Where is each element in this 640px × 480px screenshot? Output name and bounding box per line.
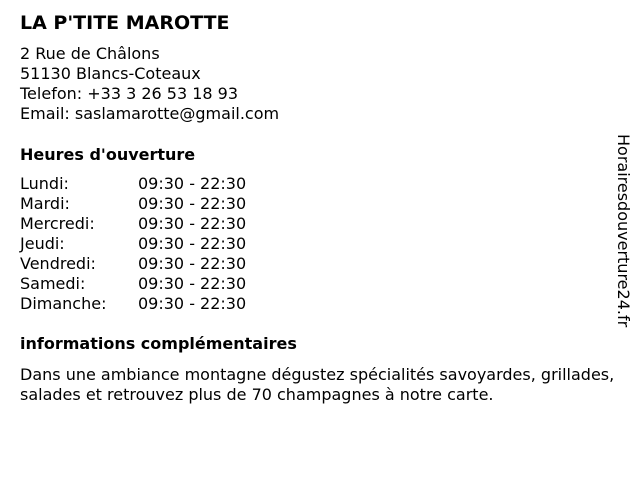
day-label: Mardi: bbox=[20, 194, 70, 213]
opening-hours-list bbox=[20, 174, 280, 314]
hours-row-thursday bbox=[20, 234, 280, 254]
time-range: 09:30 - 22:30 bbox=[138, 234, 247, 253]
day-label: Samedi: bbox=[20, 274, 86, 293]
additional-info-text: Dans une ambiance montagne dégustez spécialités savoyardes, grillades, salades et retrouvez plus de 70 champagnes à notre carte. bbox=[20, 365, 615, 404]
hours-row-wednesday bbox=[20, 214, 280, 234]
time-range: 09:30 - 22:30 bbox=[138, 174, 247, 193]
day-label: Mercredi: bbox=[20, 214, 95, 233]
additional-info-heading: informations complémentaires bbox=[20, 334, 297, 353]
time-range: 09:30 - 22:30 bbox=[138, 274, 247, 293]
day-label: Lundi: bbox=[20, 174, 69, 193]
day-label: Vendredi: bbox=[20, 254, 96, 273]
hours-row-friday bbox=[20, 254, 280, 274]
city-postcode: 51130 Blancs-Coteaux bbox=[20, 64, 201, 83]
opening-hours-heading: Heures d'ouverture bbox=[20, 145, 196, 164]
time-range: 09:30 - 22:30 bbox=[138, 254, 247, 273]
business-address bbox=[20, 44, 279, 124]
time-range: 09:30 - 22:30 bbox=[138, 194, 247, 213]
hours-row-monday bbox=[20, 174, 280, 194]
hours-row-tuesday bbox=[20, 194, 280, 214]
time-range: 09:30 - 22:30 bbox=[138, 214, 247, 233]
site-watermark: Horairesdouverture24.fr bbox=[614, 134, 633, 328]
hours-row-sunday bbox=[20, 294, 280, 314]
phone-number: Telefon: +33 3 26 53 18 93 bbox=[20, 84, 239, 103]
email-address: Email: saslamarotte@gmail.com bbox=[20, 104, 280, 123]
hours-row-saturday bbox=[20, 274, 280, 294]
business-name: LA P'TITE MAROTTE bbox=[20, 12, 230, 34]
street-address: 2 Rue de Châlons bbox=[20, 44, 160, 63]
day-label: Dimanche: bbox=[20, 294, 107, 313]
day-label: Jeudi: bbox=[20, 234, 65, 253]
time-range: 09:30 - 22:30 bbox=[138, 294, 247, 313]
